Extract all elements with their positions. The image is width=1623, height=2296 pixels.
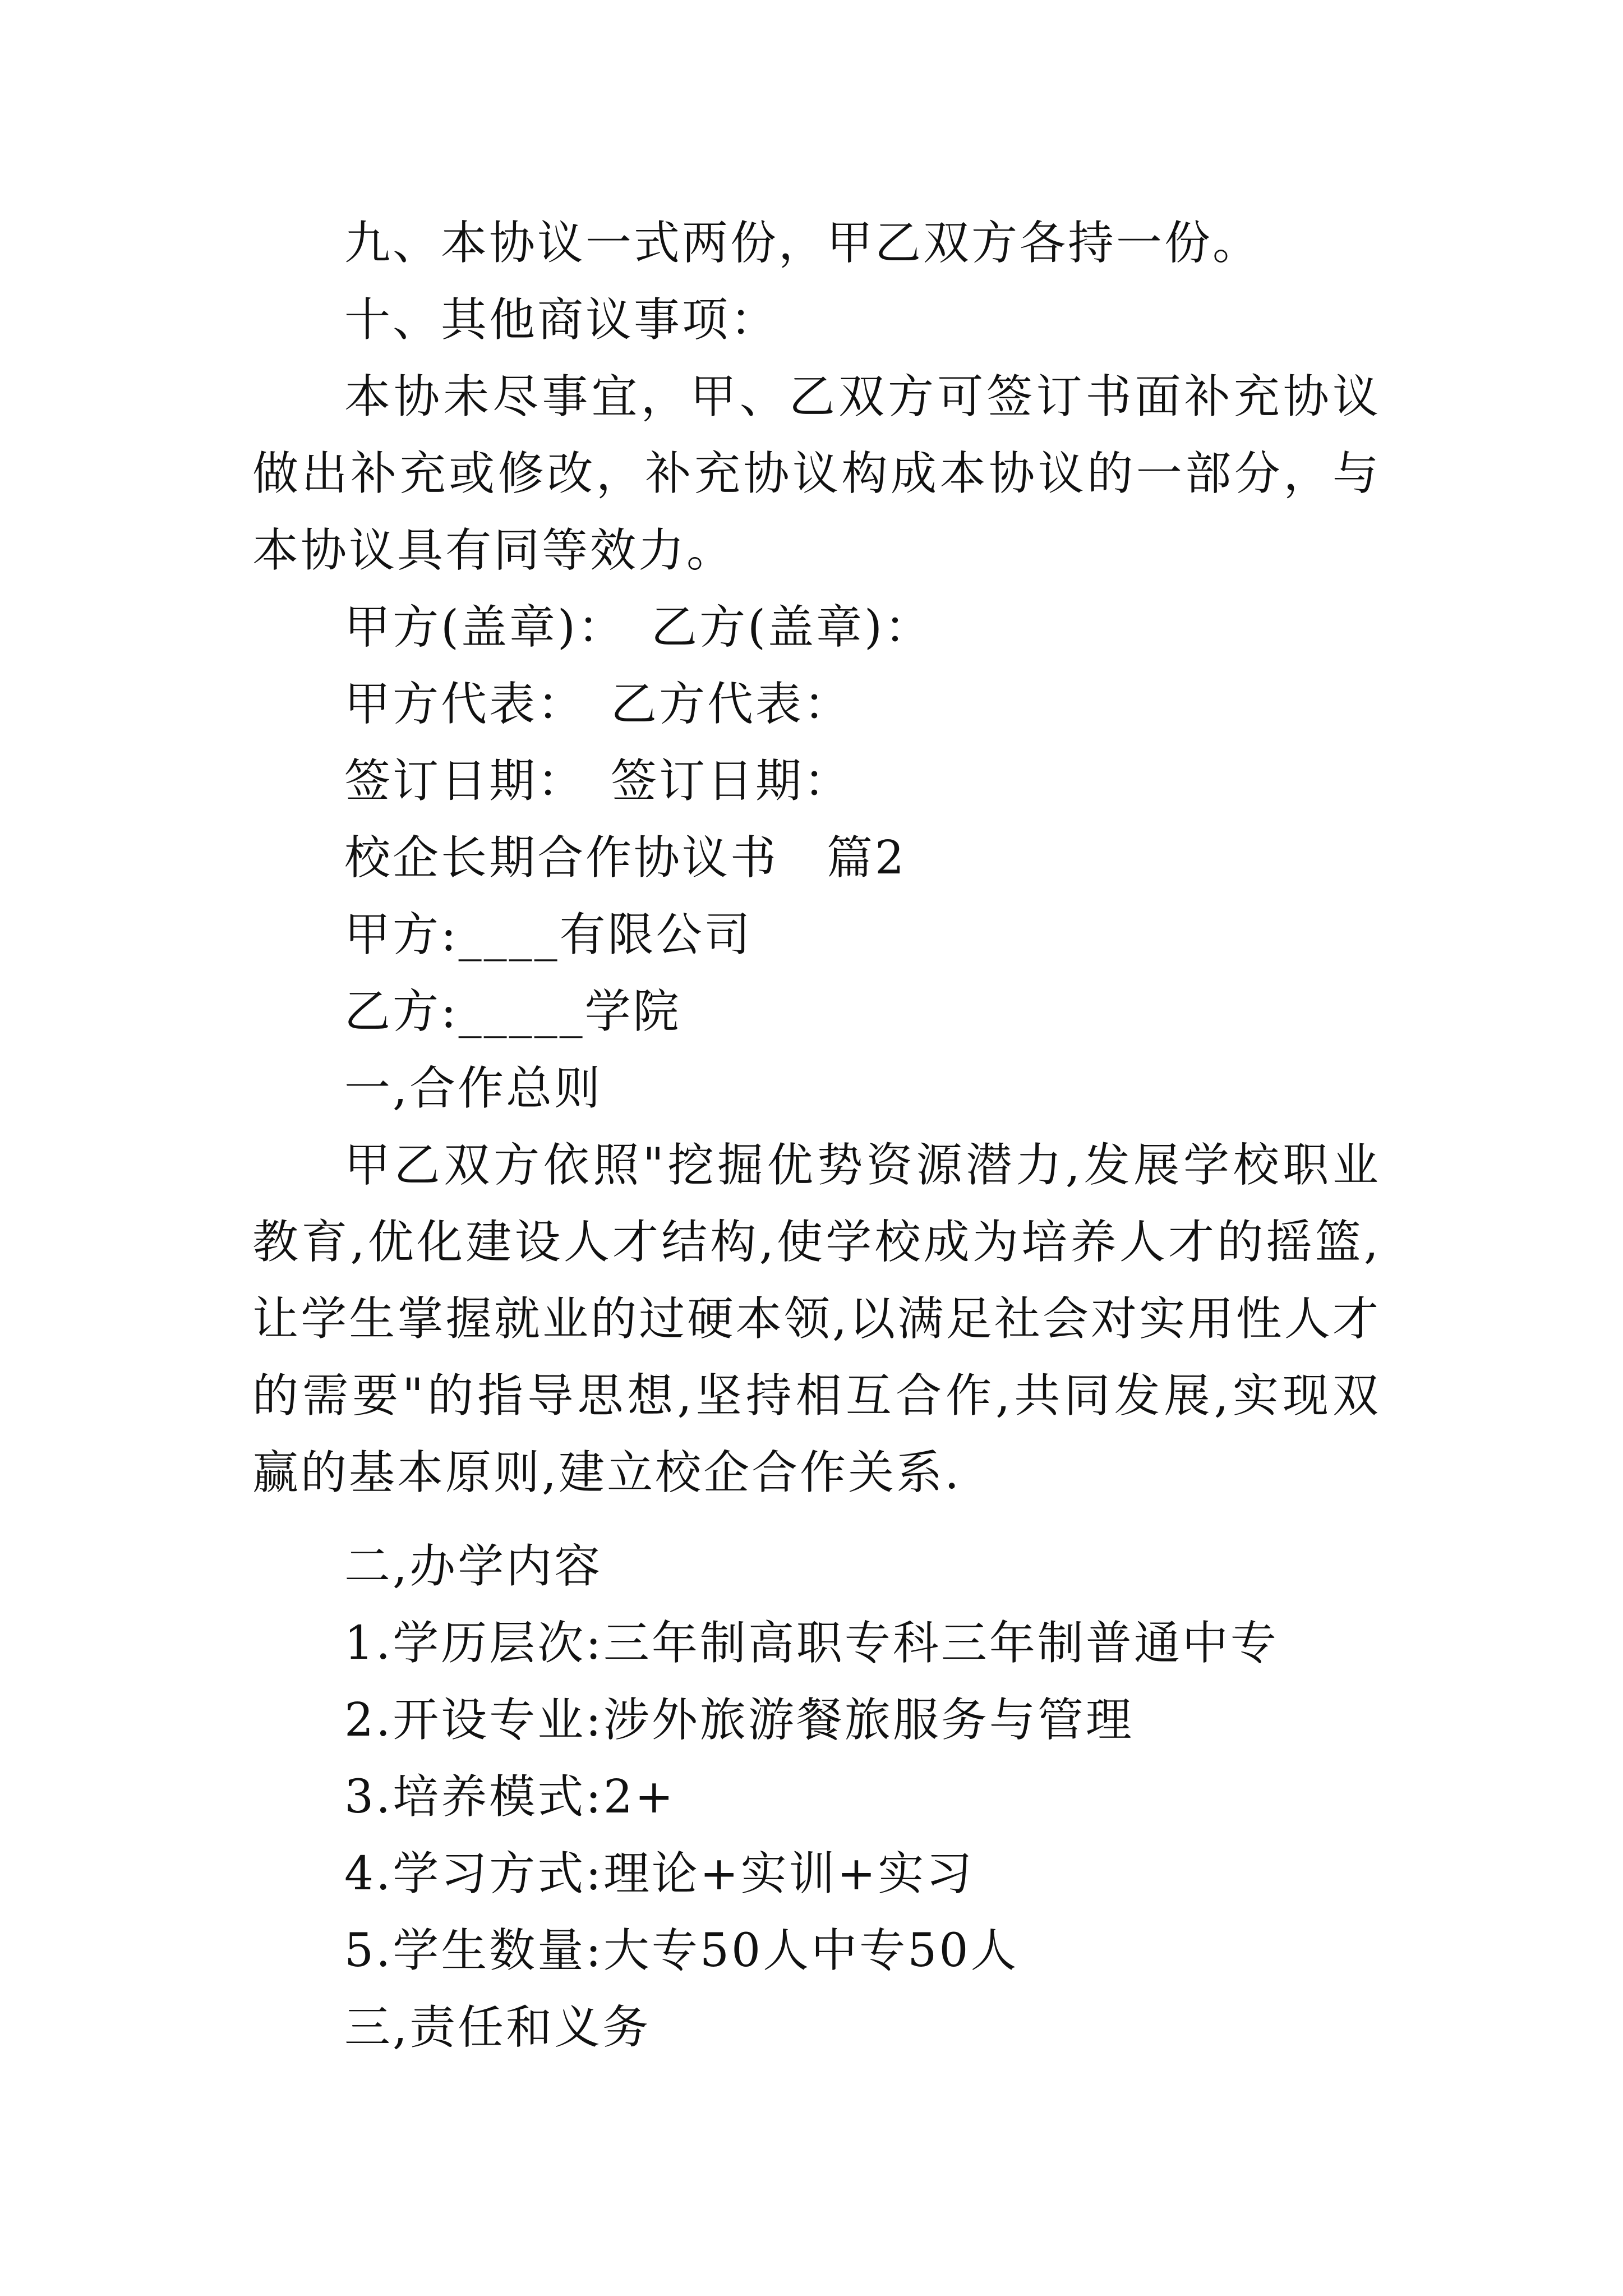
document-body [252,205,1381,2066]
list-item-training-mode: 3.培养模式:2+ [344,1770,676,1824]
clause-ten-heading: 十、其他商议事项： [344,293,779,347]
clause-nine: 九、本协议一式两份，甲乙双方各持一份。 [344,217,1261,270]
list-item-student-count: 5.学生数量:大专50人中专50人 [344,1924,1019,1977]
section-title: 校企长期合作协议书 篇2 [344,831,907,885]
supplementary-clause: 本协未尽事宜，甲、乙双方可签订书面补充协议做出补充或修改，补充协议构成本协议的一部分，与本协议具有同等效力。 [252,370,1381,577]
paragraph-gap [252,1511,1381,1528]
party-b-line: 乙方:_____学院 [344,985,681,1038]
party-representative-line: 甲方代表： 乙方代表： [344,678,852,731]
school-content-heading: 二,办学内容 [344,1540,603,1593]
party-a-line: 甲方:____有限公司 [344,908,753,961]
list-item-education-level: 1.学历层次:三年制高职专科三年制普通中专 [344,1617,1279,1670]
general-principles-heading: 一,合作总则 [344,1062,603,1115]
general-principles-body: 甲乙双方依照"挖掘优势资源潜力,发展学校职业教育,优化建设人才结构,使学校成为培养人才的摇篮,让学生掌握就业的过硬本领,以满足社会对实用性人才的需要"的指导思想,坚持相互合作,共同发展,实现双赢的基本原则,建立校企合作关系. [252,1139,1381,1499]
responsibilities-heading: 三,责任和义务 [344,2001,651,2054]
party-seal-line: 甲方(盖章)： 乙方(盖章)： [344,601,933,654]
signing-date-line: 签订日期： 签订日期： [344,754,852,808]
list-item-study-method: 4.学习方式:理论+实训+实习 [344,1847,975,1901]
list-item-major: 2.开设专业:涉外旅游餐旅服务与管理 [344,1694,1134,1747]
